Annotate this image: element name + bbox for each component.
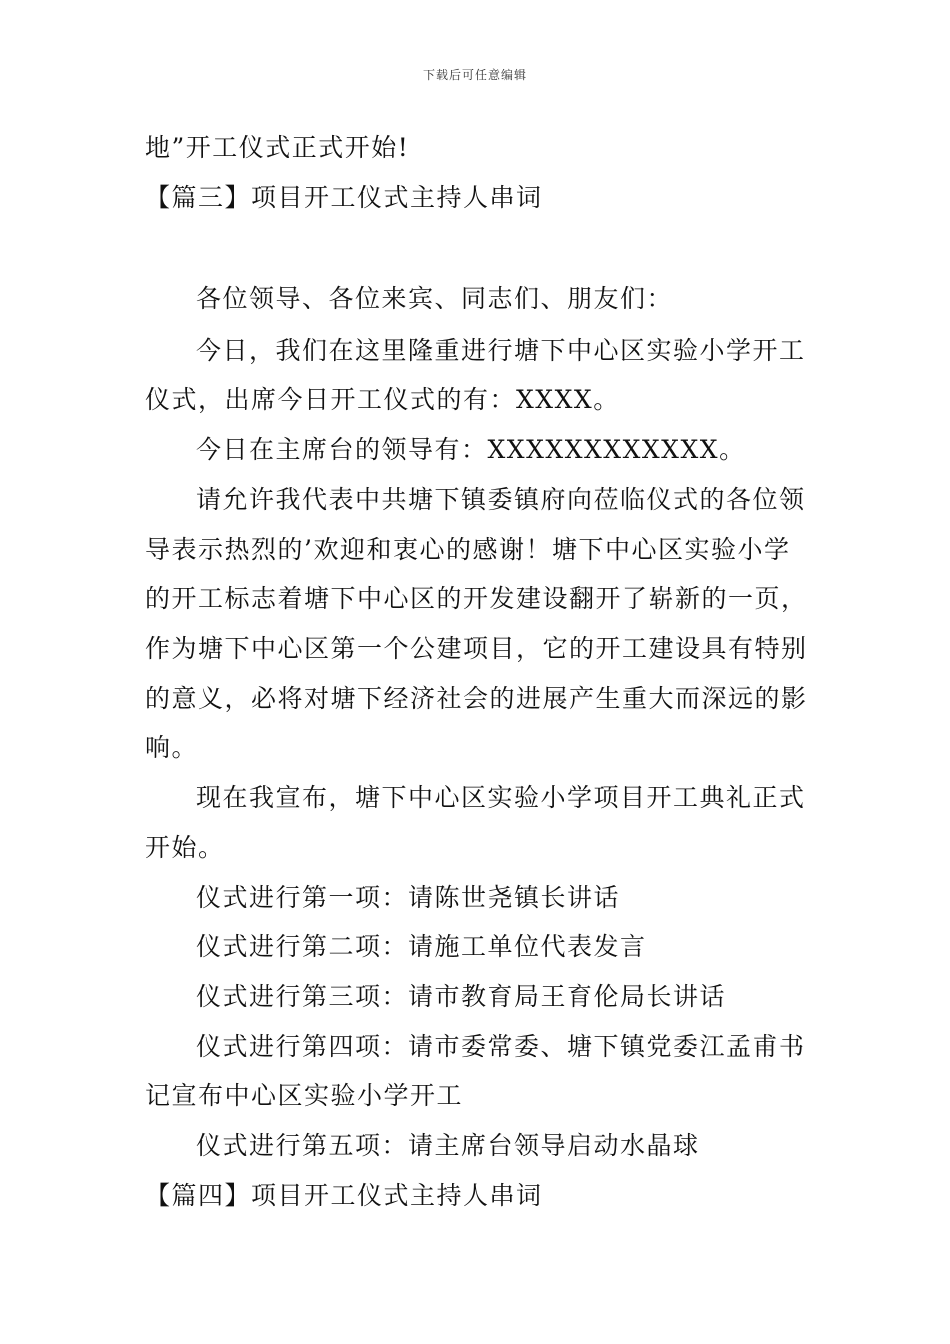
ceremony-item-3: 仪式进行第三项：请市教育局王育伦局长讲话 [196, 982, 727, 1011]
text-line: 导表示热烈的’欢迎和衷心的感谢！塘下中心区实验小学 [145, 535, 791, 564]
section-heading-part3: 【篇三】项目开工仪式主持人串词 [145, 183, 543, 212]
ceremony-item-2: 仪式进行第二项：请施工单位代表发言 [196, 932, 647, 961]
text-line-salutation: 各位领导、各位来宾、同志们、朋友们： [196, 284, 674, 313]
text-line: 的意义，必将对塘下经济社会的进展产生重大而深远的影 [145, 684, 808, 713]
ceremony-item-4: 仪式进行第四项：请市委常委、塘下镇党委江孟甫书 [196, 1032, 806, 1061]
text-line: 请允许我代表中共塘下镇委镇府向莅临仪式的各位领 [196, 485, 806, 514]
section-heading-part4: 【篇四】项目开工仪式主持人串词 [145, 1181, 543, 1210]
ceremony-item-4-continued: 记宣布中心区实验小学开工 [145, 1081, 464, 1110]
text-line: 的开工标志着塘下中心区的开发建设翻开了崭新的一页， [145, 584, 808, 613]
text-line: 仪式，出席今日开工仪式的有：XXXX。 [145, 385, 620, 414]
page-header-note: 下载后可任意编辑 [422, 68, 527, 82]
text-line: 现在我宣布，塘下中心区实验小学项目开工典礼正式 [196, 783, 806, 812]
text-line: 今日，我们在这里隆重进行塘下中心区实验小学开工 [196, 336, 806, 365]
text-line: 今日在主席台的领导有：XXXXXXXXXXXX。 [196, 435, 746, 464]
text-line: 响。 [145, 733, 199, 762]
ceremony-item-1: 仪式进行第一项：请陈世尧镇长讲话 [196, 883, 621, 912]
text-line-continuation: 地”开工仪式正式开始! [145, 133, 410, 162]
ceremony-item-5: 仪式进行第五项：请主席台领导启动水晶球 [196, 1131, 700, 1160]
text-line: 开始。 [145, 833, 225, 862]
text-line: 作为塘下中心区第一个公建项目，它的开工建设具有特别 [145, 634, 808, 663]
